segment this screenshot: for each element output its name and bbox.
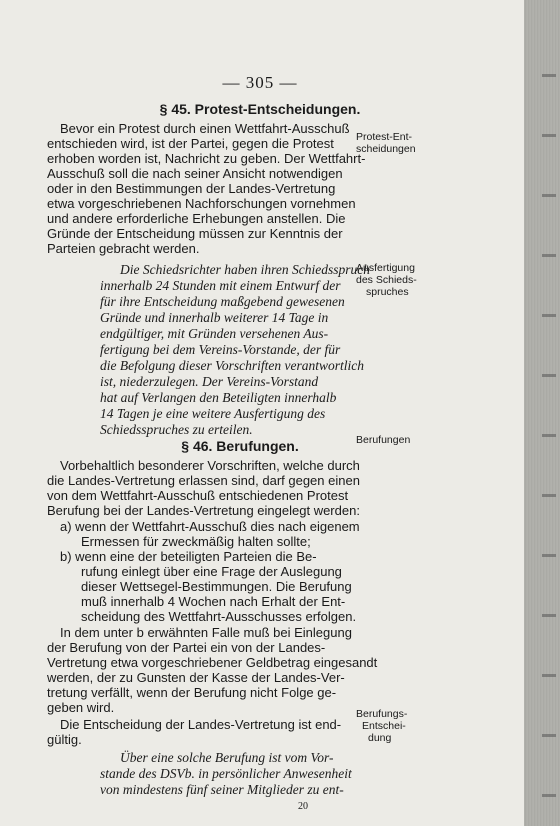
margin-note-ausfertigung-line: des Schieds-: [356, 274, 417, 286]
margin-note-berufungen: Berufungen: [356, 434, 411, 446]
margin-note-entscheidung-line: Entschei-: [362, 720, 406, 732]
text-line: geben wird.: [47, 700, 115, 715]
italic-line: innerhalb 24 Stunden mit einem Entwurf der: [100, 278, 341, 293]
text-line: Vorbehaltlich besonderer Vorschriften, welche durch: [60, 458, 360, 473]
list-item-b: b) wenn eine der beteiligten Parteien die Be-: [60, 549, 317, 564]
text-line: In dem unter b erwähnten Falle muß bei Einlegung: [60, 625, 352, 640]
text-line: Ausschuß soll die nach seiner Ansicht notwendigen: [47, 166, 343, 181]
text-line: werden, der zu Gunsten der Kasse der Landes-Ver-: [47, 670, 345, 685]
text-line: oder in den Bestimmungen der Landes-Vertretung: [47, 181, 336, 196]
italic-line: von mindestens fünf seiner Mitglieder zu ent-: [100, 782, 344, 797]
italic-line: ist, niederzulegen. Der Vereins-Vorstand: [100, 374, 319, 389]
italic-line: stande des DSVb. in persönlicher Anwesenheit: [100, 766, 352, 781]
text-line: Gründe der Entscheidung müssen zur Kenntnis der: [47, 226, 343, 241]
page-number: — 305 —: [222, 73, 298, 92]
italic-line: 14 Tagen je eine weitere Ausfertigung des: [100, 406, 326, 421]
italic-line: hat auf Verlangen den Beteiligten innerhalb: [100, 390, 337, 405]
text-line: die Landes-Vertretung erlassen sind, darf gegen einen: [47, 473, 360, 488]
list-item-b-cont: rufung einlegt über eine Frage der Auslegung: [81, 564, 342, 579]
list-item-b-cont: scheidung des Wettfahrt-Ausschusses erfolgen.: [81, 609, 357, 624]
italic-line: Gründe und innerhalb weiterer 14 Tage in: [100, 310, 329, 325]
signature-mark: 20: [298, 801, 308, 812]
text-line: gültig.: [47, 732, 82, 747]
text-line: Parteien gebracht werden.: [47, 241, 200, 256]
italic-line: fertigung bei dem Vereins-Vorstande, der für: [100, 342, 341, 357]
list-item-b-cont: dieser Wettsegel-Bestimmungen. Die Berufung: [81, 579, 352, 594]
text-line: und andere erforderliche Erhebungen anstellen. Die: [47, 211, 346, 226]
margin-note-entscheidung-line: Berufungs-: [356, 708, 408, 720]
text-line: erhoben worden ist, Nachricht zu geben. Der Wettfahrt-: [47, 151, 366, 166]
text-line: tretung verfällt, wenn der Berufung nicht Folge ge-: [47, 685, 337, 700]
margin-note-protest-line: Protest-Ent-: [356, 131, 413, 143]
text-line: von dem Wettfahrt-Ausschuß entschiedenen Protest: [47, 488, 349, 503]
margin-note-ausfertigung-line: spruches: [366, 286, 409, 298]
text-line: Bevor ein Protest durch einen Wettfahrt-Ausschuß: [60, 121, 350, 136]
list-item-b-cont: muß innerhalb 4 Wochen nach Erhalt der Ent-: [81, 594, 346, 609]
text-line: der Berufung von der Partei ein von der Landes-: [47, 640, 326, 655]
list-item-a-cont: Ermessen für zweckmäßig halten sollte;: [81, 534, 311, 549]
italic-line: die Befolgung dieser Vorschriften verantwortlich: [100, 358, 364, 373]
margin-note-protest-line: scheidungen: [356, 143, 416, 155]
text-line: etwa vorgeschriebenen Nachforschungen vornehmen: [47, 196, 356, 211]
section-heading-46: § 46. Berufungen.: [181, 438, 299, 454]
book-edge-marks: [542, 40, 556, 820]
italic-line: Die Schiedsrichter haben ihren Schiedsspruch: [120, 262, 370, 277]
italic-line: Schiedsspruches zu erteilen.: [100, 422, 253, 437]
text-line: Die Entscheidung der Landes-Vertretung ist end-: [60, 717, 342, 732]
italic-line: endgültiger, mit Gründen versehenen Aus-: [100, 326, 329, 341]
italic-line: Über eine solche Berufung ist vom Vor-: [120, 750, 334, 765]
text-line: Berufung bei der Landes-Vertretung eingelegt werden:: [47, 503, 360, 518]
list-item-a: a) wenn der Wettfahrt-Ausschuß dies nach eigenem: [60, 519, 360, 534]
italic-line: für ihre Entscheidung maßgebend gewesenen: [100, 294, 345, 309]
section-heading-45: § 45. Protest-Entscheidungen.: [159, 101, 361, 117]
text-line: Vertretung etwa vorgeschriebener Geldbetrag eingesandt: [47, 655, 378, 670]
text-line: entschieden wird, ist der Partei, gegen die Protest: [47, 136, 334, 151]
margin-note-ausfertigung-line: Ausfertigung: [356, 262, 415, 274]
margin-note-entscheidung-line: dung: [368, 732, 392, 744]
